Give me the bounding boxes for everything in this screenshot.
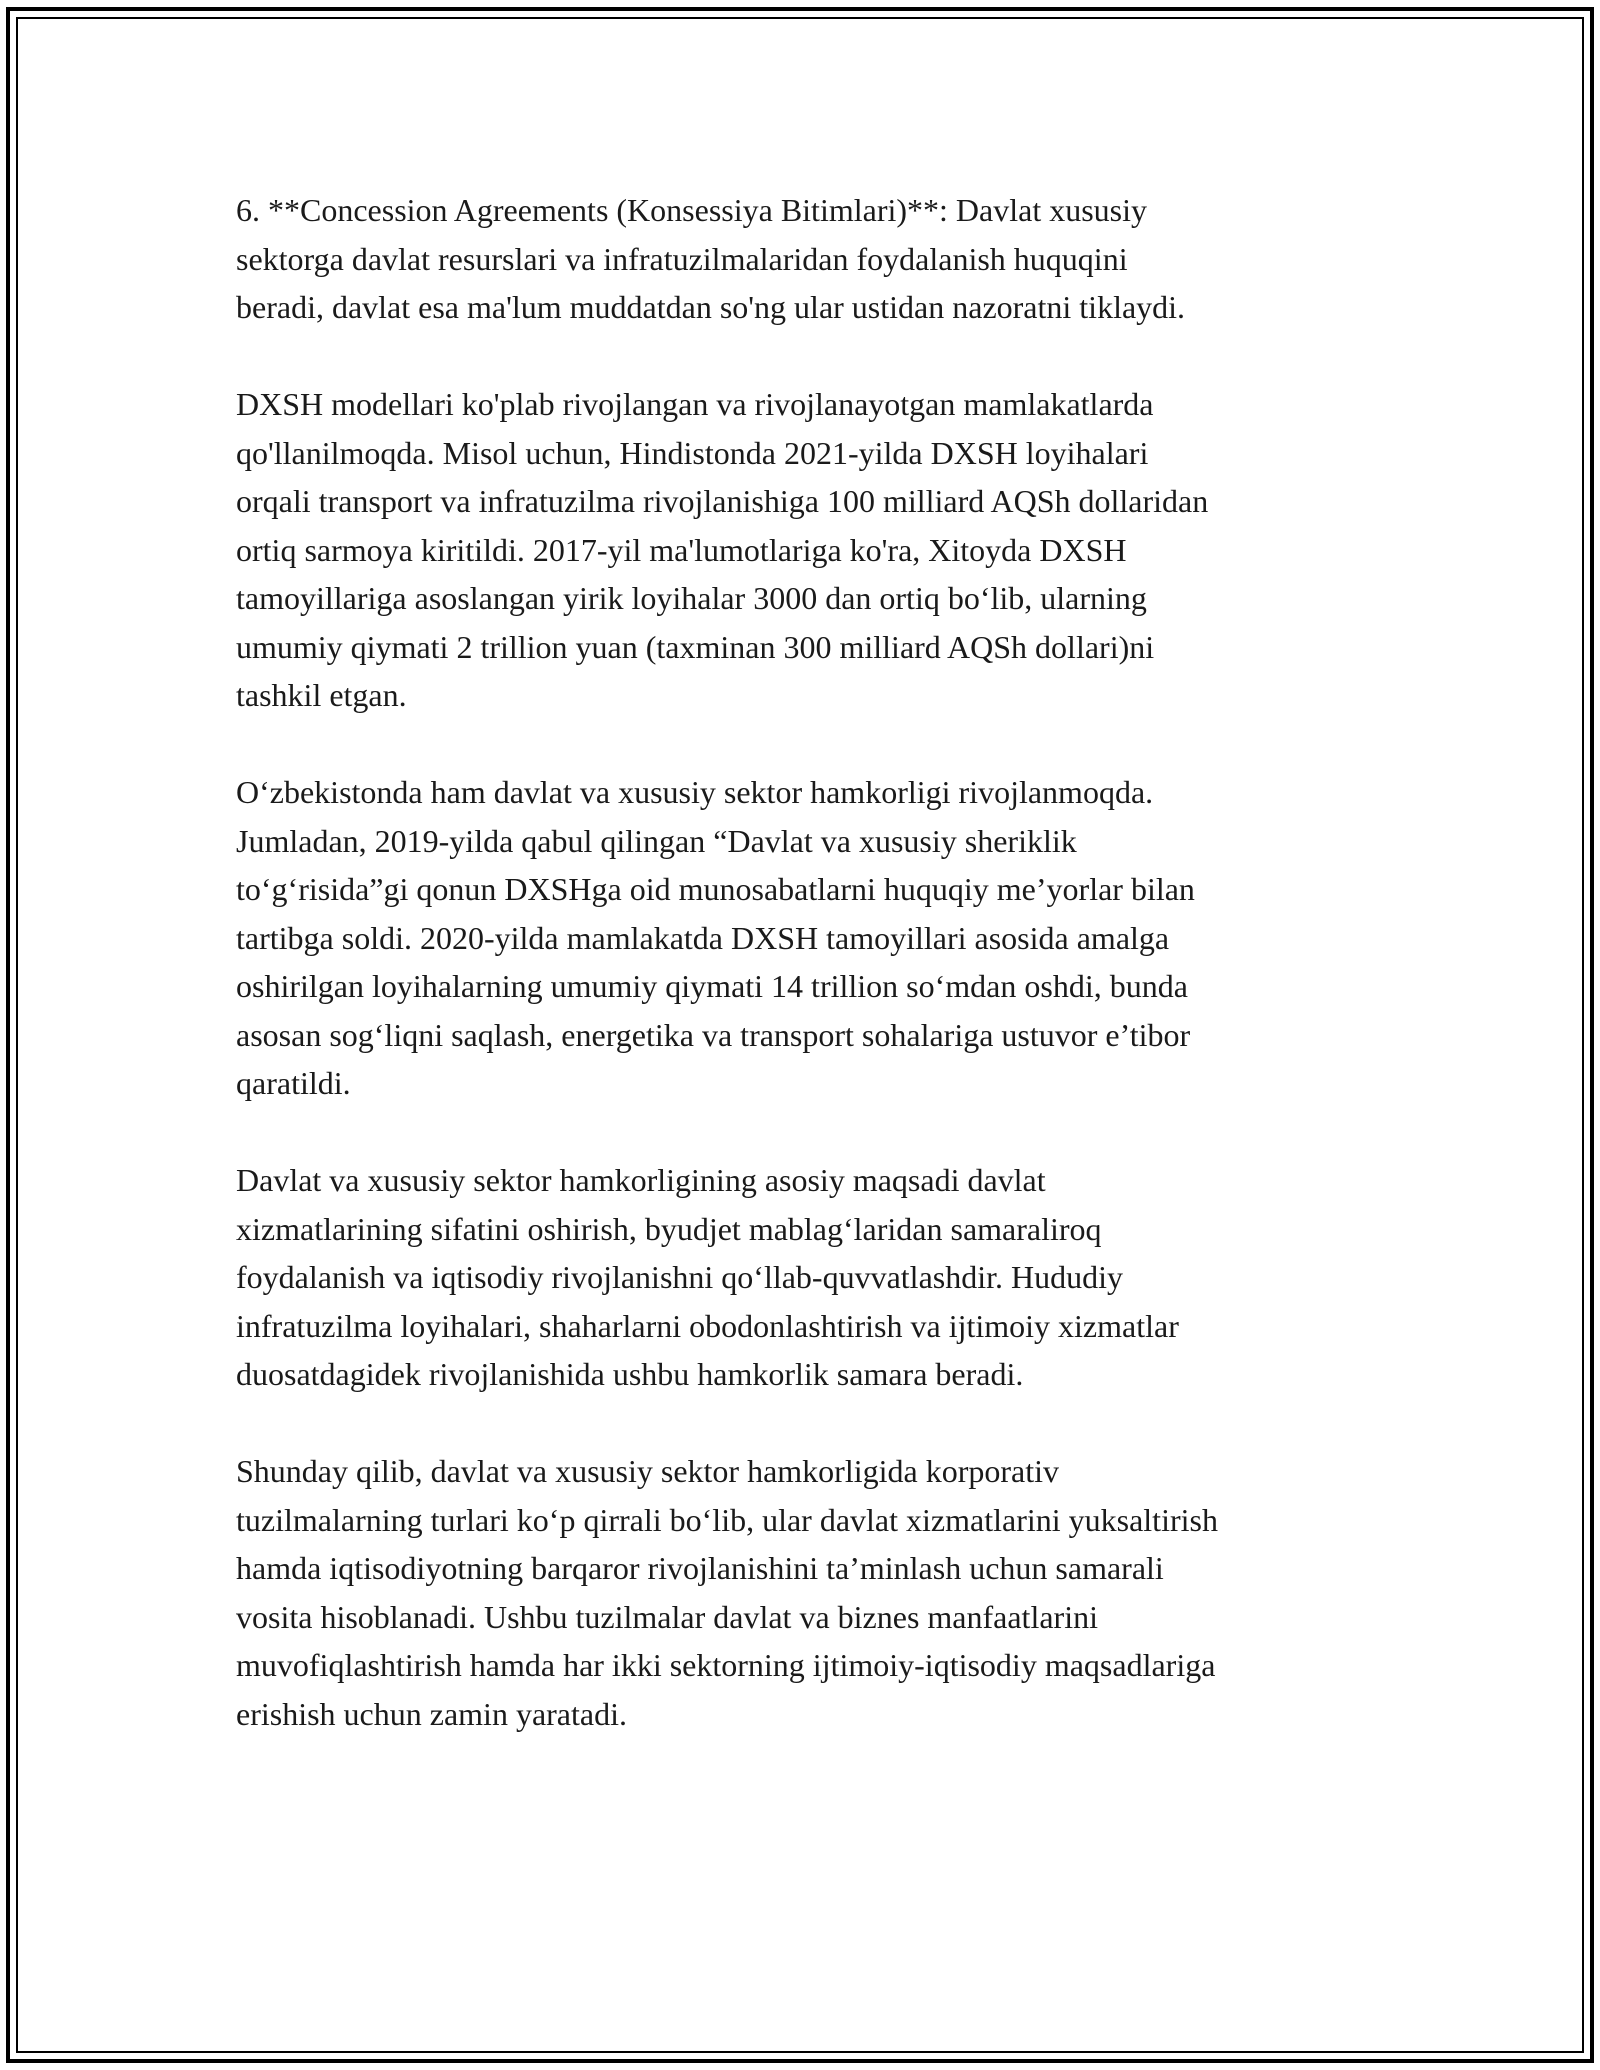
document-body xyxy=(236,186,1366,1787)
paragraph-conclusion: Shunday qilib, davlat va xususiy sektor hamkorligida korporativ tuzilmalarning turlari ko‘p qirrali bo‘lib, ular davlat xizmatlarini yuksaltirish hamda iqtisodiyotning barqaror rivojlanishini ta’minlash uchun samarali vosita hisoblanadi. Ushbu tuzilmalar davlat va biznes manfaatlarini muvofiqlashtirish hamda har ikki sektorning ijtimoiy-iqtisodiy maqsadlariga erishish uchun zamin yaratadi. xyxy=(236,1453,1218,1732)
paragraph-partnership-goal: Davlat va xususiy sektor hamkorligining asosiy maqsadi davlat xizmatlarining sifatini oshirish, byudjet mablag‘laridan samaraliroq foydalanish va iqtisodiy rivojlanishni qo‘llab-quvvatlashdir. Hududiy infratuzilma loyihalari, shaharlarni obodonlashtirish va ijtimoiy xizmatlar duosatdagidek rivojlanishida ushbu hamkorlik samara beradi. xyxy=(236,1162,1179,1392)
paragraph-concession-agreements: 6. **Concession Agreements (Konsessiya Bitimlari)**: Davlat xususiy sektorga davlat resurslari va infratuzilmalaridan foydalanish huquqini beradi, davlat esa ma'lum muddatdan so'ng ular ustidan nazoratni tiklaydi. xyxy=(236,192,1186,325)
paragraph-dxsh-models: DXSH modellari ko'plab rivojlangan va rivojlanayotgan mamlakatlarda qo'llanilmoqda. Misol uchun, Hindistonda 2021-yilda DXSH loyihalari orqali transport va infratuzilma rivojlanishiga 100 milliard AQSh dollaridan ortiq sarmoya kiritildi. 2017-yil ma'lumotlariga ko'ra, Xitoyda DXSH tamoyillariga asoslangan yirik loyihalar 3000 dan ortiq bo‘lib, ularning umumiy qiymati 2 trillion yuan (taxminan 300 milliard AQSh dollari)ni tashkil etgan. xyxy=(236,386,1209,713)
paragraph-uzbekistan-partnership: O‘zbekistonda ham davlat va xususiy sektor hamkorligi rivojlanmoqda. Jumladan, 2019-yilda qabul qilingan “Davlat va xususiy sheriklik to‘g‘risida”gi qonun DXSHga oid munosabatlarni huquqiy me’yorlar bilan tartibga soldi. 2020-yilda mamlakatda DXSH tamoyillari asosida amalga oshirilgan loyihalarning umumiy qiymati 14 trillion so‘mdan oshdi, bunda asosan sog‘liqni saqlash, energetika va transport sohalariga ustuvor e’tibor qaratildi. xyxy=(236,774,1195,1101)
